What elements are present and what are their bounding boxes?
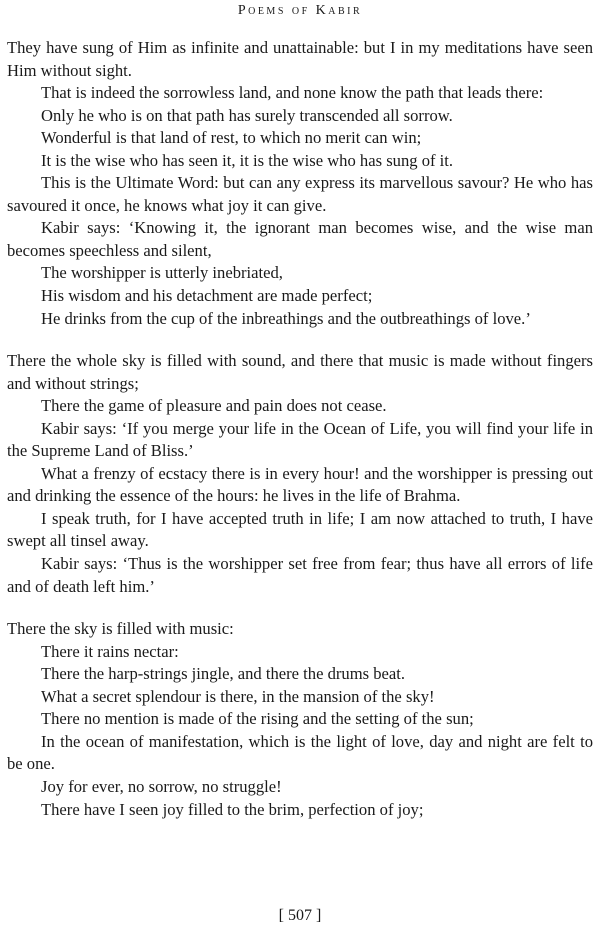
poem-line: There the whole sky is filled with sound, and there that music is made without fingers and without strings; — [7, 351, 593, 393]
poem-line: There the sky is filled with music: — [7, 619, 234, 639]
poem-line: This is the Ultimate Word: but can any express its marvellous savour? He who has savoured it once, he knows what joy it can give. — [7, 173, 593, 215]
page-number: [ 507 ] — [278, 907, 322, 924]
poem-text — [7, 37, 593, 821]
poem-line: There the harp-strings jingle, and there the drums beat. — [41, 664, 406, 684]
poem-line: Kabir says: ‘Thus is the worshipper set free from fear; thus have all errors of life and of death left him.’ — [7, 554, 593, 596]
poem-line: Wonderful is that land of rest, to which no merit can win; — [41, 128, 422, 148]
poem-line: Joy for ever, no sorrow, no struggle! — [41, 776, 282, 796]
poem-line: Kabir says: ‘Knowing it, the ignorant man becomes wise, and the wise man becomes speechless and silent, — [7, 218, 593, 260]
poem-line: I speak truth, for I have accepted truth in life; I am now attached to truth, I have swept all tinsel away. — [7, 508, 593, 551]
poem-line: Kabir says: ‘If you merge your life in the Ocean of Life, you will find your life in the Supreme Land of Bliss.’ — [7, 418, 593, 461]
stanza-3 — [7, 618, 593, 821]
poem-line: His wisdom and his detachment are made perfect; — [41, 286, 373, 306]
stanza-2 — [7, 350, 593, 598]
poem-line: In the ocean of manifestation, which is the light of love, day and night are felt to be one. — [7, 731, 593, 774]
stanza-1 — [7, 37, 593, 330]
poem-line: That is indeed the sorrowless land, and none know the path that leads there: — [41, 83, 544, 103]
poem-line: There the game of pleasure and pain does not cease. — [41, 396, 387, 416]
poem-line: There have I seen joy filled to the brim, perfection of joy; — [41, 799, 424, 819]
poem-line: What a secret splendour is there, in the mansion of the sky! — [41, 686, 435, 706]
running-head: Poems of Kabir — [237, 3, 363, 18]
poem-line: There it rains nectar: — [41, 641, 179, 661]
poem-line: They have sung of Him as infinite and unattainable: but I in my meditations have seen Him without sight. — [7, 38, 593, 80]
poem-line: He drinks from the cup of the inbreathings and the outbreathings of love.’ — [41, 308, 531, 328]
poem-line: What a frenzy of ecstacy there is in every hour! and the worshipper is pressing out and drinking the essence of the hours: he lives in the life of Brahma. — [7, 463, 593, 506]
poem-line: Only he who is on that path has surely transcended all sorrow. — [41, 105, 453, 125]
poem-line: The worshipper is utterly inebriated, — [41, 263, 283, 283]
poem-line: There no mention is made of the rising and the setting of the sun; — [41, 709, 474, 729]
poem-line: It is the wise who has seen it, it is the wise who has sung of it. — [41, 150, 454, 170]
